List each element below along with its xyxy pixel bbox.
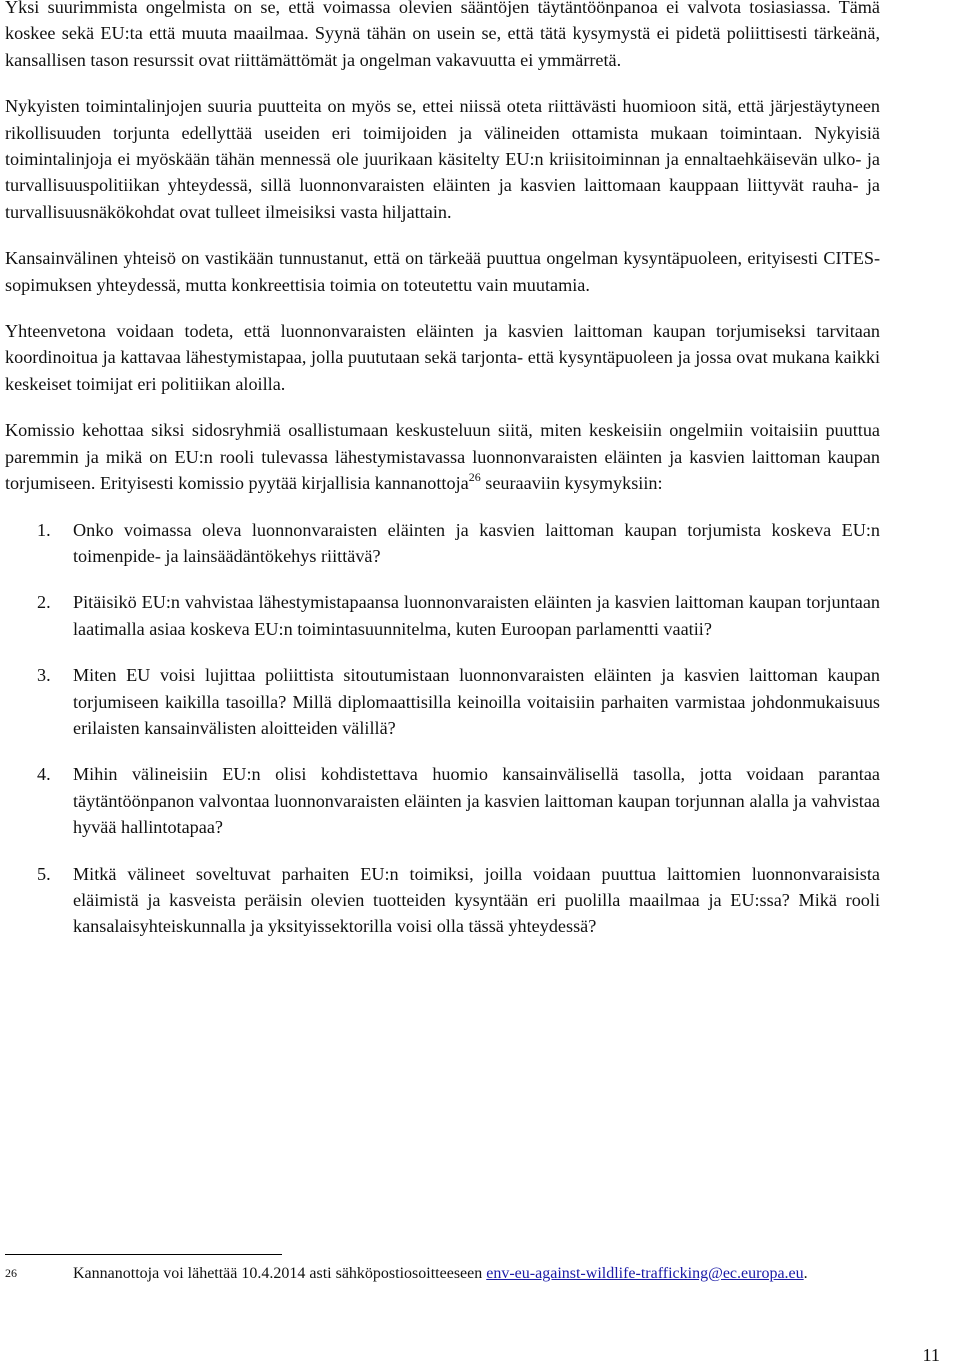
document-body bbox=[5, 0, 880, 960]
footnote-mark: 26 bbox=[5, 1266, 17, 1280]
question-item bbox=[5, 761, 880, 840]
paragraph-commission-invitation bbox=[5, 417, 880, 496]
paragraph-summary: Yhteenvetona voidaan todeta, että luonnonvaraisten eläinten ja kasvien laittoman kaupan torjumiseksi tarvitaan koordinoitua ja kattavaa lähestymistapaa, jolla puututaan sekä tarjonta- että kysyntäpuoleen ja jossa ovat mukana kaikki keskeiset toimijat eri politiikan aloilla. bbox=[5, 321, 880, 394]
question-number: 4. bbox=[37, 764, 51, 785]
question-item bbox=[5, 662, 880, 741]
footnote-text bbox=[5, 1262, 880, 1285]
paragraph-enforcement: Yksi suurimmista ongelmista on se, että voimassa olevien sääntöjen täytäntöönpanoa ei valvota tosiasiassa. Tämä koskee sekä EU:ta että muuta maailmaa. Syynä tähän on usein se, että tätä kysymystä ei pidetä poliittisesti tärkeänä, kansallisen tason resurssit ovat riittämättömät ja ongelman vakavuutta ei ymmärretä. bbox=[5, 0, 880, 70]
footnote-tail: . bbox=[803, 1265, 808, 1282]
paragraph-policy-gaps: Nykyisten toimintalinjojen suuria puutteita on myös se, ettei niissä oteta riittävästi huomioon sitä, että järjestäytyneen rikollisuuden torjunta edellyttää useiden eri toimijoiden ja välineiden ottamista mukaan toimintaan. Nykyisiä toimintalinjoja ei myöskään tähän mennessä ole juurikaan käsitelty EU:n kriisitoiminnan ja ennaltaehkäisevän ulko- ja turvallisuuspolitiikan yhteydessä, sillä luonnonvaraisten eläinten ja kasvien laittomaan kauppaan liittyvät rauha- ja turvallisuusnäkökohdat ovat tulleet ilmeisiksi vasta hiljattain. bbox=[5, 96, 880, 222]
page-number: 11 bbox=[922, 1345, 940, 1365]
question-text: Pitäisikö EU:n vahvistaa lähestymistapaansa luonnonvaraisten eläinten ja kasvien laittoman kaupan torjuntaan laatimalla asiaa koskeva EU:n toimintasuunnitelma, kuten Euroopan parlamentti vaatii? bbox=[73, 592, 880, 639]
question-text: Miten EU voisi lujittaa poliittista sitoutumistaan luonnonvaraisten eläinten ja kasvien laittoman kaupan torjumiseen kaikilla tasoilla? Millä diplomaattisilla keinoilla voitaisiin parhaiten varmistaa johdonmukaisuus erilaisten kansainvälisten aloitteiden välillä? bbox=[73, 665, 880, 738]
question-item bbox=[5, 861, 880, 940]
footnote-body: Kannanottoja voi lähettää 10.4.2014 asti sähköpostiosoitteeseen bbox=[73, 1265, 487, 1282]
question-number: 1. bbox=[37, 519, 51, 540]
commission-text: Komissio kehottaa siksi sidosryhmiä osallistumaan keskusteluun siitä, miten keskeisiin ongelmiin voitaisiin puuttua paremmin ja mikä on EU:n rooli tulevassa lähestymistavassa luonnonvaraisten eläinten ja kasvien laittoman kaupan torjumiseen. Erityisesti komissio pyytää kirjallisia kannanottoja bbox=[5, 420, 880, 494]
question-text: Mihin välineisiin EU:n olisi kohdistettava huomio kansainvälisellä tasolla, jotta voidaan parantaa täytäntöönpanon valvontaa luonnonvaraisten eläinten ja kasvien laittoman kaupan torjunnan alalla ja vahvistaa hyvää hallintotapaa? bbox=[73, 764, 880, 838]
question-item bbox=[5, 517, 880, 570]
question-number: 5. bbox=[37, 863, 51, 884]
commission-text-tail: seuraaviin kysymyksiin: bbox=[480, 473, 663, 494]
question-number: 2. bbox=[37, 592, 51, 613]
question-item bbox=[5, 589, 880, 642]
question-text: Mitkä välineet soveltuvat parhaiten EU:n toimiksi, joilla voidaan puuttua laittomien luonnonvaraisista eläimistä ja kasveista peräisin olevien tuotteiden kysyntään eri puolilla maailmaa ja EU:ssa? Mikä rooli kansalaisyhteiskunnalla ja yksityissektorilla voisi olla tässä yhteydessä? bbox=[73, 863, 880, 937]
question-text: Onko voimassa oleva luonnonvaraisten eläinten ja kasvien laittoman kaupan torjumista koskeva EU:n toimenpide- ja lainsäädäntökehys riittävä? bbox=[73, 519, 880, 566]
question-number: 3. bbox=[37, 665, 51, 686]
footnote-divider bbox=[5, 1254, 282, 1255]
footnote-reference[interactable]: 26 bbox=[468, 470, 481, 485]
footnote bbox=[5, 1262, 880, 1285]
footnote-email-link[interactable]: env-eu-against-wildlife-trafficking@ec.europa.eu bbox=[486, 1265, 804, 1282]
paragraph-demand-side: Kansainvälinen yhteisö on vastikään tunnustanut, että on tärkeää puuttua ongelman kysyntäpuoleen, erityisesti CITES-sopimuksen yhteydessä, mutta konkreettisia toimia on toteutettu vain muutamia. bbox=[5, 248, 880, 295]
